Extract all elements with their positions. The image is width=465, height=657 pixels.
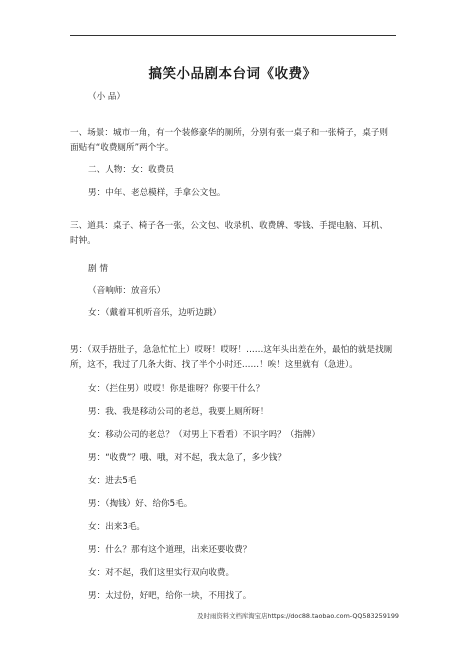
man-description [88,186,226,201]
text-line: 男：什么？那有这个道理，出来还要收费？ [88,545,252,555]
subtitle [88,90,125,105]
text-line: 女：进去5毛 [88,476,137,486]
text-line: 男：（双手捂肚子，急急忙忙上）哎呀！哎呀！……这年头出差在外，最怕的就是找厕 [70,345,393,355]
text-line: （音响师：放音乐） [88,286,166,296]
text-line: 面贴有“收费厕所”两个字。 [70,143,174,153]
dialogue-line [88,474,136,489]
text-line: 女：移动公司的老总？（对男上下看看）不识字吗？（指牌） [88,430,321,440]
scene-paragraph [70,126,388,156]
characters-line [88,163,174,178]
text-line: 所，这不，我过了几条大街、找了半个小时还……！唉！这里就有（急进）。 [70,360,358,370]
sound-cue [88,284,165,299]
page-title: 搞笑小品剧本台词《收费》 [148,66,317,82]
dialogue-line [88,451,286,466]
text-line: 女：对不起，我们这里实行双向收费。 [88,568,235,578]
text-line: 男：“收费”？哦、哦，对不起，我太急了，多少钱？ [88,453,286,463]
dialogue-line [88,405,268,420]
dialogue-line [88,589,251,604]
text-line: 男：中年、老总模样，手拿公文包。 [88,188,226,198]
dialogue-line [88,497,192,512]
text-line: 女：出来3毛。 [88,522,146,532]
dialogue-line [88,306,221,321]
text-line: 三、道具：桌子、椅子各一张，公文包、收录机、收费牌、零钱、手提电脑、耳机、 [70,221,388,231]
text-line: 男：（掏钱）好、给你5毛。 [88,499,193,509]
text-line: 男：我、我是移动公司的老总，我要上厕所呀！ [88,407,269,417]
text-line: （小 品） [88,92,126,102]
top-rule [70,35,396,36]
text-line: 时钟。 [70,236,96,246]
text-line: 一、场景：城市一角，有一个装修豪华的厕所，分别有张一桌子和一张椅子，桌子则 [70,128,388,138]
plot-heading [88,262,108,277]
dialogue-line [88,520,145,535]
props-paragraph [70,219,388,249]
text-line: 剧 情 [88,264,108,274]
dialogue-line [88,543,251,558]
footer-watermark: 及时雨资料文档库淘宝店https://doc88.taobao.com-QQ583259199 [197,612,399,620]
dialogue-line [88,428,320,443]
text-line: 女：（戴着耳机听音乐，边听边跳） [88,308,222,318]
text-line: 女：（拦住男）哎哎！你是谁呀？你要干什么？ [88,384,265,394]
dialogue-line [88,566,234,581]
dialogue-line [88,382,264,397]
dialogue-line [70,343,392,373]
text-line: 二、人物：女：收费员 [88,165,174,175]
text-line: 男：太过份，好吧，给你一块，不用找了。 [88,591,252,601]
